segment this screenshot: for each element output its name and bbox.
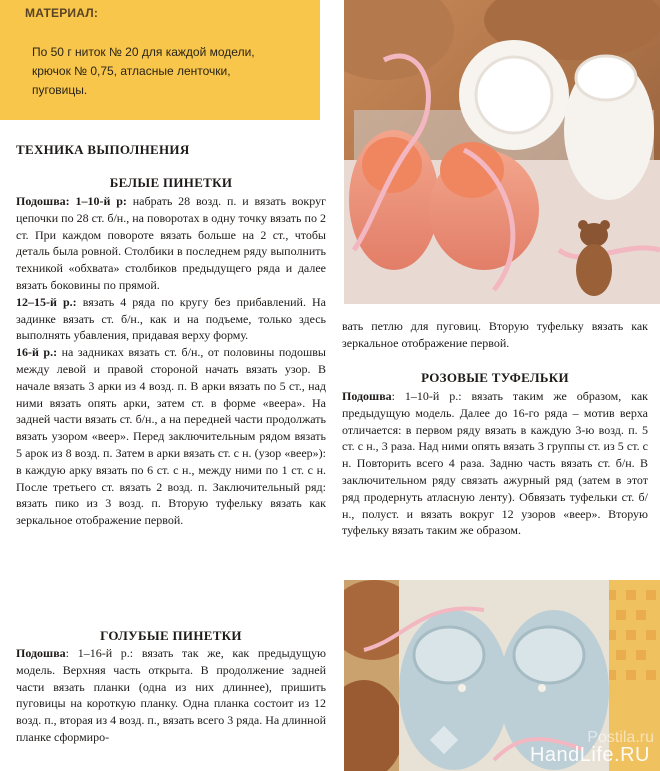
- watermark-handlife: HandLife.RU: [529, 744, 650, 766]
- blue-p1-label: Подошва: [16, 646, 66, 660]
- technique-title: ТЕХНИКА ВЫПОЛНЕНИЯ: [16, 142, 190, 157]
- photo-illustration: [344, 0, 660, 304]
- pink-p1-label: Подошва: [342, 389, 392, 403]
- pink-p1-text: : 1–10-й р.: вязать таким же образом, как предыдущую модель. Далее до 16-го ряда – мотив верха отличается: в первом ряду вязать в каждую 3-ю возд. п. 5 ст. с н., 3 раза. Над ними опять вязать 3 группы ст. из 5 ст. с н. Повторить всего 4 раза. Задню часть вязать ст. б/н. В заключительном ряду связать ажурный ряд (затем в этот ряд продернуть атласную ленту). Обвязать туфельки ст. б/н., полуст. и вязать вокруг 12 узоров «веер». Вторую туфельку вязать таким же образом.: [342, 389, 648, 538]
- continuation-text: [342, 318, 648, 352]
- white-p3-label: 16-й р.:: [16, 345, 58, 360]
- continuation-paragraph: вать петлю для пуговиц. Вторую туфельку вязать как зеркальное отображение первой.: [342, 319, 648, 350]
- photo-blue-booties: [344, 580, 660, 771]
- pink-shoes-text: [342, 388, 648, 539]
- blue-p1-text: : 1–16-й р.: вязать так же, как предыдущую модель. Верхняя часть открыта. В продолжение задней части вязать планки (одна из них длиннее), пришить пуговицы на короткую планку. Одна планка состоит из 12 возд. п., вторая из 4 возд. п., вязать всего 3 ряда. На длинной планке сформиро-: [16, 646, 326, 744]
- white-p1-text: набрать 28 возд. п. и вязать вокруг цепочки по 28 ст. б/н., на поворотах в одну точку вязать по 2 ст. При каждом повороте вязать больше на 2 ст., чтобы деталь была ровной. Столбики в последнем ряду выполнить техникой «обхвата» столбиков предыдущего ряда и далее вязать боковины по прямой.: [16, 194, 326, 292]
- material-line: пуговицы.: [32, 83, 88, 97]
- white-p1-label: Подошва: 1–10-й р:: [16, 194, 127, 208]
- material-line: крючок № 0,75, атласные ленточки,: [32, 64, 231, 78]
- blue-booties-text: [16, 645, 326, 746]
- blue-booties-title: ГОЛУБЫЕ ПИНЕТКИ: [100, 628, 242, 643]
- material-text: [32, 43, 314, 100]
- white-booties-title: БЕЛЫЕ ПИНЕТКИ: [109, 175, 233, 190]
- white-p2-label: 12–15-й р.:: [16, 294, 77, 309]
- material-box: [0, 0, 320, 120]
- material-heading: МАТЕРИАЛ:: [25, 6, 99, 20]
- pink-shoes-title: РОЗОВЫЕ ТУФЕЛЬКИ: [421, 370, 569, 385]
- watermark-postila: Postila.ru: [587, 729, 654, 746]
- white-p2-text: вязать 4 ряда по кругу без прибавлений. На задинке вязать ст. б/н., как и на подъеме, только здесь выполнять убавления, придавая верху форму.: [16, 294, 326, 343]
- material-line: По 50 г ниток № 20 для каждой модели,: [32, 45, 255, 59]
- white-p3-text: на задниках вязать ст. б/н., от половины подошвы между левой и правой стороной начать вязать узор. В начале вязать 3 арки из 4 возд. п. В арки вязать по 5 ст., над ними вязать опять арки, затем ст. в форме «веера». На задней части вязать ст. б/н., а на передней части продолжать вязать узором «веер». Перед заключительным рядом вязать 5 арок из 8 возд. п. Затем в арки вязать ст. с н. (узор «веер»): в каждую арку вязать по 6 ст. с н., между ними по 1 ст. с н. После третьего ст. вязать 2 возд. п. Заключительный ряд: вязать пико из 3 возд. п. Вторую туфельку вязать как зеркальное отображение первой.: [16, 345, 326, 528]
- photo-pink-white-booties: [344, 0, 660, 304]
- white-booties-text: [16, 193, 326, 529]
